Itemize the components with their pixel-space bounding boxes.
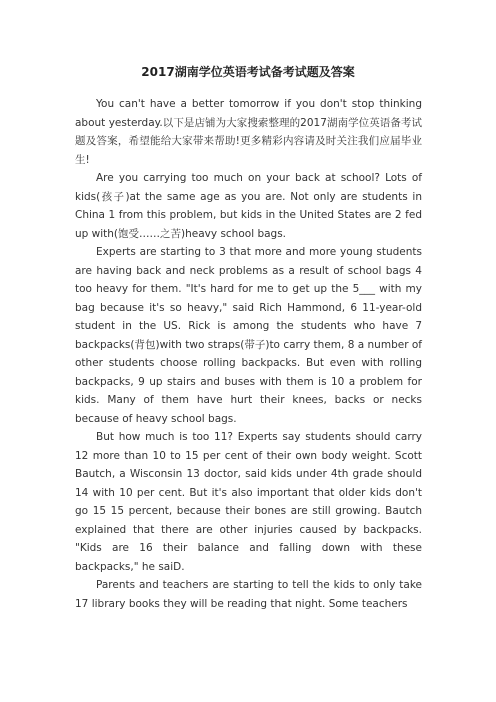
paragraph-3: But how much is too 11? Experts say students should carry 12 more than 10 to 15 per cent of their own body weight. Scott Bautch, a Wisconsin 13 doctor, said kids under 4th grade should 14 with 10 per cent. But it's also important that older kids don't go 15 15 percent, because their bones are still growing. Bautch explained that there are other injuries caused by backpacks. "Kids are 16 their balance and falling down with these backpacks," he saiD.: [75, 431, 422, 573]
paragraph-4: Parents and teachers are starting to tell the kids to only take 17 library books they will be reading that night. Some teachers: [75, 579, 422, 610]
document-title: 2017湖南学位英语考试备考试题及答案: [141, 65, 355, 79]
paragraph-2: Experts are starting to 3 that more and more young students are having back and neck problems as a result of school bags 4 too heavy for them. "It's hard for me to get up the 5___ with my bag because it's so heavy," said Rich Hammond, 6 11-year-old student in the US. Rick is among the students who have 7 backpacks(背包)with two straps(带子)to carry them, 8 a number of other students choose rolling backpacks. But even with rolling backpacks, 9 up stairs and buses with them is 10 a problem for kids. Many of them have hurt their knees, backs or necks because of heavy school bags.: [75, 246, 422, 425]
document-body: [75, 95, 422, 613]
paragraph-intro: You can't have a better tomorrow if you don't stop thinking about yesterday.以下是店铺为大家搜索整理的2017湖南学位英语备考试题及答案，希望能给大家带来帮助!更多精彩内容请及时关注我们应届毕业生!: [75, 98, 422, 166]
paragraph-1: Are you carrying too much on your back at school? Lots of kids(孩子)at the same age as you are. Not only are students in China 1 from this problem, but kids in the United States are 2 fed up with(饱受……之苦)heavy school bags.: [75, 172, 422, 240]
